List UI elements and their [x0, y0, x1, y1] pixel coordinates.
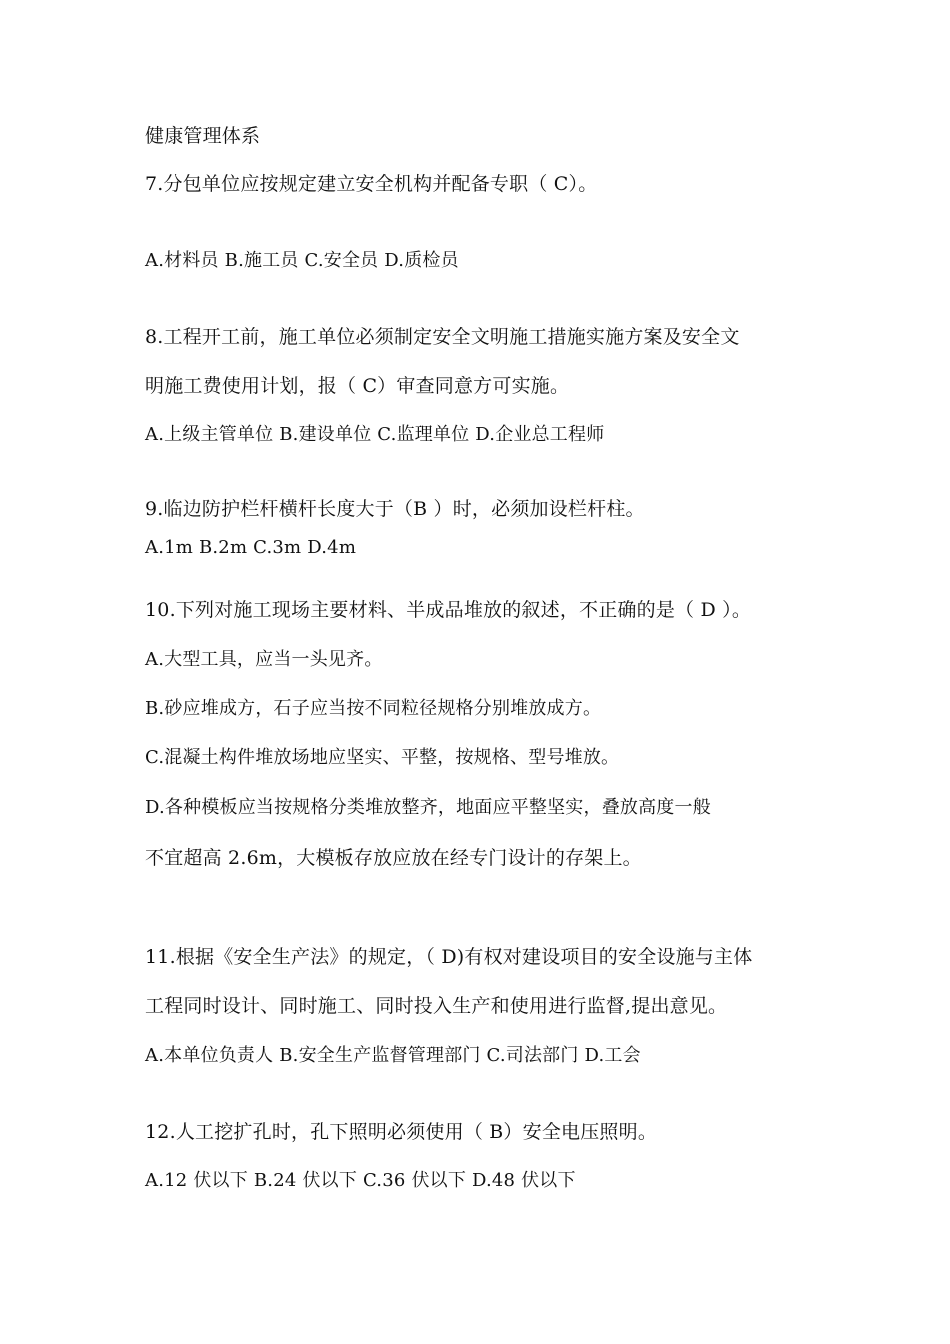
question-9-options: A.1m B.2m C.3m D.4m [145, 537, 357, 558]
question-12-options: A.12 伏以下 B.24 伏以下 C.36 伏以下 D.48 伏以下 [145, 1170, 576, 1191]
question-10: 10.下列对施工现场主要材料、半成品堆放的叙述，不正确的是（ D ）。 [145, 599, 752, 621]
question-9: 9.临边防护栏杆横杆长度大于（B ）时，必须加设栏杆柱。 [145, 498, 645, 520]
question-8-line-1: 8.工程开工前，施工单位必须制定安全文明施工措施实施方案及安全文 [145, 326, 740, 348]
question-12: 12.人工挖扩孔时，孔下照明必须使用（ B）安全电压照明。 [145, 1121, 658, 1143]
question-10-option-a: A.大型工具，应当一头见齐。 [145, 649, 383, 670]
question-11-line-1: 11.根据《安全生产法》的规定，（ D)有权对建设项目的安全设施与主体 [145, 946, 753, 968]
question-10-option-b: B.砂应堆成方，石子应当按不同粒径规格分别堆放成方。 [145, 698, 602, 719]
question-11-line-2: 工程同时设计、同时施工、同时投入生产和使用进行监督,提出意见。 [145, 995, 728, 1017]
question-7: 7.分包单位应按规定建立安全机构并配备专职（ C）。 [145, 173, 598, 195]
question-10-option-d-line-2: 不宜超高 2.6m，大模板存放应放在经专门设计的存架上。 [145, 847, 642, 869]
question-10-option-d-line-1: D.各种模板应当按规格分类堆放整齐，地面应平整坚实，叠放高度一般 [145, 797, 711, 818]
question-11-options: A.本单位负责人 B.安全生产监督管理部门 C.司法部门 D.工会 [145, 1045, 641, 1066]
question-10-option-c: C.混凝土构件堆放场地应坚实、平整，按规格、型号堆放。 [145, 747, 620, 768]
question-8-line-2: 明施工费使用计划，报（ C）审查同意方可实施。 [145, 375, 570, 397]
section-heading: 健康管理体系 [145, 125, 261, 147]
question-7-options: A.材料员 B.施工员 C.安全员 D.质检员 [145, 250, 459, 271]
question-8-options: A.上级主管单位 B.建设单位 C.监理单位 D.企业总工程师 [145, 424, 605, 445]
